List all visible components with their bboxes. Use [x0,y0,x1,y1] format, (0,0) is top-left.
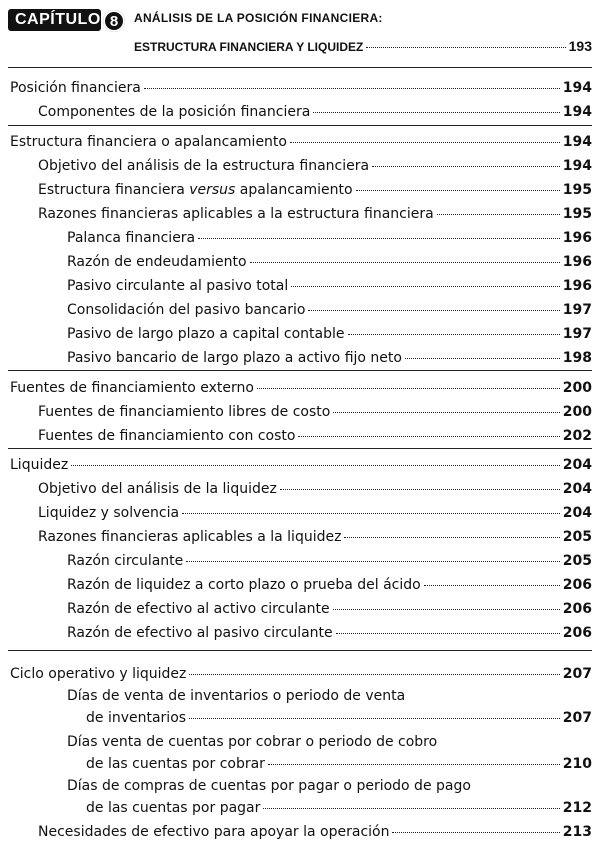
toc-entry-liquidez[interactable] [10,457,592,473]
toc-entry-text: de las cuentas por pagar [86,800,261,816]
toc-entry-text: Estructura financiera versus apalancamiento [38,182,353,198]
dot-leader [333,412,559,413]
toc-entry-dias-cobro[interactable] [86,756,592,772]
toc-entry-page: 197 [562,326,592,342]
toc-entry-palanca[interactable] [67,230,592,246]
separator-rule [8,448,592,449]
toc-entry-text: Fuentes de financiamiento con costo [38,428,296,444]
toc-entry-text: Pasivo de largo plazo a capital contable [67,326,345,342]
toc-entry-line1: Días de compras de cuentas por pagar o periodo de pago [67,778,471,794]
toc-entry-page: 198 [562,350,592,366]
toc-entry-pasivo-circulante-total[interactable] [67,278,592,294]
toc-entry-text: Componentes de la posición financiera [38,104,311,120]
toc-entry-page: 202 [562,428,592,444]
toc-entry-page: 194 [562,80,592,96]
toc-entry-text: Pasivo circulante al pasivo total [67,278,289,294]
dot-leader [198,238,560,239]
toc-entry-pasivo-bancario-activo[interactable] [67,350,592,366]
toc-entry-objetivo-estructura[interactable] [38,158,592,174]
dot-leader [250,262,560,263]
chapter-number: 8 [103,10,125,32]
toc-entry-text: Razón de liquidez a corto plazo o prueba del ácido [67,577,421,593]
dot-leader [333,609,560,610]
chapter-page: 193 [568,38,592,54]
separator-rule [8,67,592,68]
dot-leader [189,674,559,675]
toc-entry-page: 196 [562,254,592,270]
dot-leader [290,142,560,143]
dot-leader [189,718,560,719]
dot-leader [366,47,565,48]
toc-entry-text: Liquidez y solvencia [38,505,180,521]
toc-entry-page: 200 [562,380,592,396]
toc-entry-line1: Días de venta de inventarios o periodo de venta [67,688,406,704]
toc-entry-text: de las cuentas por cobrar [86,756,265,772]
dot-leader [313,112,559,113]
toc-entry-fuentes-libres[interactable] [38,404,592,420]
toc-entry-page: 210 [562,756,592,772]
toc-entry-efectivo-pasivo[interactable] [67,625,592,641]
toc-entry-objetivo-liquidez[interactable] [38,481,592,497]
toc-entry-text: Razón de efectivo al pasivo circulante [67,625,333,641]
dot-leader [392,832,559,833]
chapter-title-line2 [134,38,592,54]
toc-entry-text: Liquidez [10,457,69,473]
toc-entry-page: 205 [562,553,592,569]
toc-entry-page: 197 [562,302,592,318]
dot-leader [186,561,559,562]
toc-entry-text: Razones financieras aplicables a la liquidez [38,529,342,545]
toc-entry-page: 194 [562,158,592,174]
dot-leader [405,358,560,359]
dot-leader [437,214,560,215]
toc-entry-fuentes-externo[interactable] [10,380,592,396]
toc-entry-razones-estructura[interactable] [38,206,592,222]
toc-entry-page: 204 [562,457,592,473]
chapter-label: CAPÍTULO [8,9,101,31]
dot-leader [280,489,560,490]
toc-entry-page: 204 [562,481,592,497]
toc-entry-estructura-financiera[interactable] [10,134,592,150]
dot-leader [356,190,560,191]
toc-entry-estructura-versus[interactable] [38,182,592,198]
toc-entry-page: 196 [562,278,592,294]
toc-entry-ciclo-operativo[interactable] [10,666,592,682]
dot-leader [182,513,560,514]
toc-entry-text: Razón circulante [67,553,184,569]
toc-entry-text: Razones financieras aplicables a la estructura financiera [38,206,434,222]
toc-entry-text: Posición financiera [10,80,141,96]
dot-leader [144,88,560,89]
toc-entry-page: 206 [562,577,592,593]
toc-entry-text: Objetivo del análisis de la estructura financiera [38,158,370,174]
toc-entry-page: 194 [562,134,592,150]
toc-entry-razon-circulante[interactable] [67,553,592,569]
toc-entry-text: Pasivo bancario de largo plazo a activo fijo neto [67,350,402,366]
toc-entry-page: 213 [562,824,592,840]
toc-entry-efectivo-activo[interactable] [67,601,592,617]
dot-leader [257,388,560,389]
toc-entry-text: Consolidación del pasivo bancario [67,302,306,318]
toc-entry-page: 196 [562,230,592,246]
toc-entry-page: 207 [562,666,592,682]
dot-leader [268,764,560,765]
toc-entry-liquidez-solvencia[interactable] [38,505,592,521]
dot-leader [372,166,560,167]
toc-entry-page: 204 [562,505,592,521]
dot-leader [298,436,559,437]
toc-entry-page: 206 [562,625,592,641]
toc-entry-text: Objetivo del análisis de la liquidez [38,481,277,497]
toc-entry-necesidades-efectivo[interactable] [38,824,592,840]
toc-entry-componentes[interactable] [38,104,592,120]
dot-leader [424,585,560,586]
toc-entry-page: 212 [562,800,592,816]
toc-entry-fuentes-costo[interactable] [38,428,592,444]
dot-leader [308,310,559,311]
toc-entry-posicion-financiera[interactable] [10,80,592,96]
toc-entry-prueba-acido[interactable] [67,577,592,593]
separator-rule [8,650,592,651]
toc-entry-text: Razón de efectivo al activo circulante [67,601,330,617]
toc-entry-page: 206 [562,601,592,617]
toc-entry-endeudamiento[interactable] [67,254,592,270]
toc-entry-dias-inventarios[interactable] [86,710,592,726]
separator-rule [8,370,592,371]
toc-entry-page: 200 [562,404,592,420]
toc-entry-line1: Días venta de cuentas por cobrar o periodo de cobro [67,734,438,750]
toc-entry-razones-liquidez[interactable] [38,529,592,545]
toc-entry-text: Necesidades de efectivo para apoyar la operación [38,824,390,840]
toc-entry-dias-pago[interactable] [86,800,592,816]
toc-entry-text: Ciclo operativo y liquidez [10,666,187,682]
toc-entry-page: 194 [562,104,592,120]
toc-entry-pasivo-largo-capital[interactable] [67,326,592,342]
toc-entry-page: 195 [562,182,592,198]
toc-entry-text: Fuentes de financiamiento libres de costo [38,404,331,420]
dot-leader [344,537,559,538]
separator-rule [8,125,592,126]
toc-entry-text: Razón de endeudamiento [67,254,247,270]
dot-leader [336,633,560,634]
dot-leader [348,334,560,335]
toc-entry-page: 195 [562,206,592,222]
toc-entry-text: Estructura financiera o apalancamiento [10,134,287,150]
toc-entry-page: 205 [562,529,592,545]
chapter-title-text: ESTRUCTURA FINANCIERA Y LIQUIDEZ [134,40,364,54]
dot-leader [71,465,560,466]
dot-leader [291,286,560,287]
dot-leader [263,808,559,809]
toc-entry-text: Palanca financiera [67,230,196,246]
toc-entry-page: 207 [562,710,592,726]
toc-entry-text: de inventarios [86,710,187,726]
toc-entry-consolidacion[interactable] [67,302,592,318]
toc-entry-text: Fuentes de financiamiento externo [10,380,254,396]
chapter-title-line1: ANÁLISIS DE LA POSICIÓN FINANCIERA: [134,11,383,25]
